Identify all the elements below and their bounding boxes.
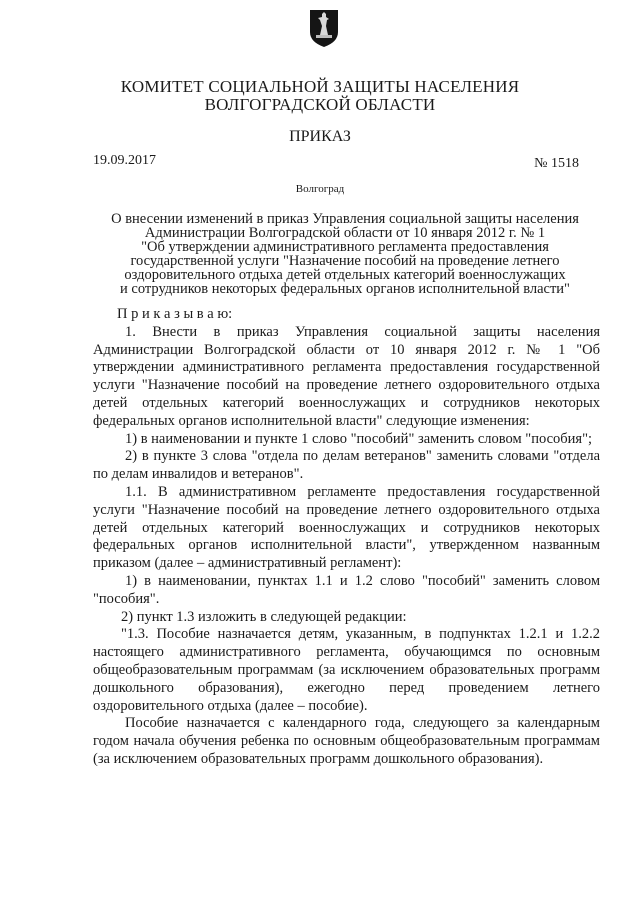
organization-name-line2: ВОЛГОГРАДСКОЙ ОБЛАСТИ (204, 95, 436, 114)
order-word: П р и к а з ы в а ю: (117, 306, 233, 322)
body-paragraph: 1.1. В административном регламенте предоставления государственной услуги "Назначение пособий на проведение летнего оздоровительного отдыха детей отдельных категорий военнослужащих и сотрудников некоторых федеральных органов исполнительной власти", утвержденном названным приказом (далее – административный регламент): (93, 483, 600, 572)
coat-of-arms-icon (308, 8, 340, 48)
document-type: ПРИКАЗ (289, 128, 351, 145)
heading-line: Администрации Волгоградской области от 10 января 2012 г. № 1 (144, 225, 546, 241)
document-number: № 1518 (534, 156, 579, 171)
document-body (93, 306, 600, 769)
body-paragraph: 2) пункт 1.3 изложить в следующей редакции: (121, 608, 407, 625)
document-heading (85, 212, 605, 296)
heading-line: "Об утверждении административного регламента предоставления (141, 239, 549, 255)
heading-line: оздоровительного отдыха детей отдельных категорий военнослужащих (124, 267, 566, 283)
document-city: Волгоград (295, 183, 345, 195)
body-paragraph: "1.3. Пособие назначается детям, указанным, в подпунктах 1.2.1 и 1.2.2 настоящего административного регламента, обучающимся по основным общеобразовательным программам (за исключением образовательных программ дошкольного образования), ежегодно перед проведением летнего оздоровительного отдыха (далее – пособие). (93, 626, 600, 714)
body-paragraph: 1. Внести в приказ Управления социальной защиты населения Администрации Волгоградской области от 10 января 2012 г. № 1 "Об утверждении административного регламента предоставления государственной услуги "Назначение пособий на проведение летнего оздоровительного отдыха детей отдельных категорий военнослужащих и сотрудников некоторых федеральных органов исполнительной власти" следующие изменения: (93, 323, 600, 429)
body-paragraph: 1) в наименовании, пунктах 1.1 и 1.2 слово "пособий" заменить словом "пособия". (93, 572, 600, 607)
body-paragraph: 2) в пункте 3 слова "отдела по делам ветеранов" заменить словами "отдела по делам инвалидов и ветеранов". (93, 448, 600, 483)
body-paragraph: Пособие назначается с календарного года, следующего за календарным годом начала обучения ребенка по основным общеобразовательным программам (за исключением образовательных программ дошкольного образования). (93, 715, 600, 767)
organization-name-line1: КОМИТЕТ СОЦИАЛЬНОЙ ЗАЩИТЫ НАСЕЛЕНИЯ (120, 77, 520, 96)
body-paragraph: 1) в наименовании и пункте 1 слово "пособий" заменить словом "пособия"; (125, 430, 593, 447)
heading-line: О внесении изменений в приказ Управления социальной защиты населения (111, 211, 579, 227)
heading-line: и сотрудников некоторых федеральных органов исполнительной власти" (120, 281, 570, 297)
heading-line: государственной услуги "Назначение пособий на проведение летнего (130, 253, 560, 269)
document-date: 19.09.2017 (93, 153, 156, 168)
